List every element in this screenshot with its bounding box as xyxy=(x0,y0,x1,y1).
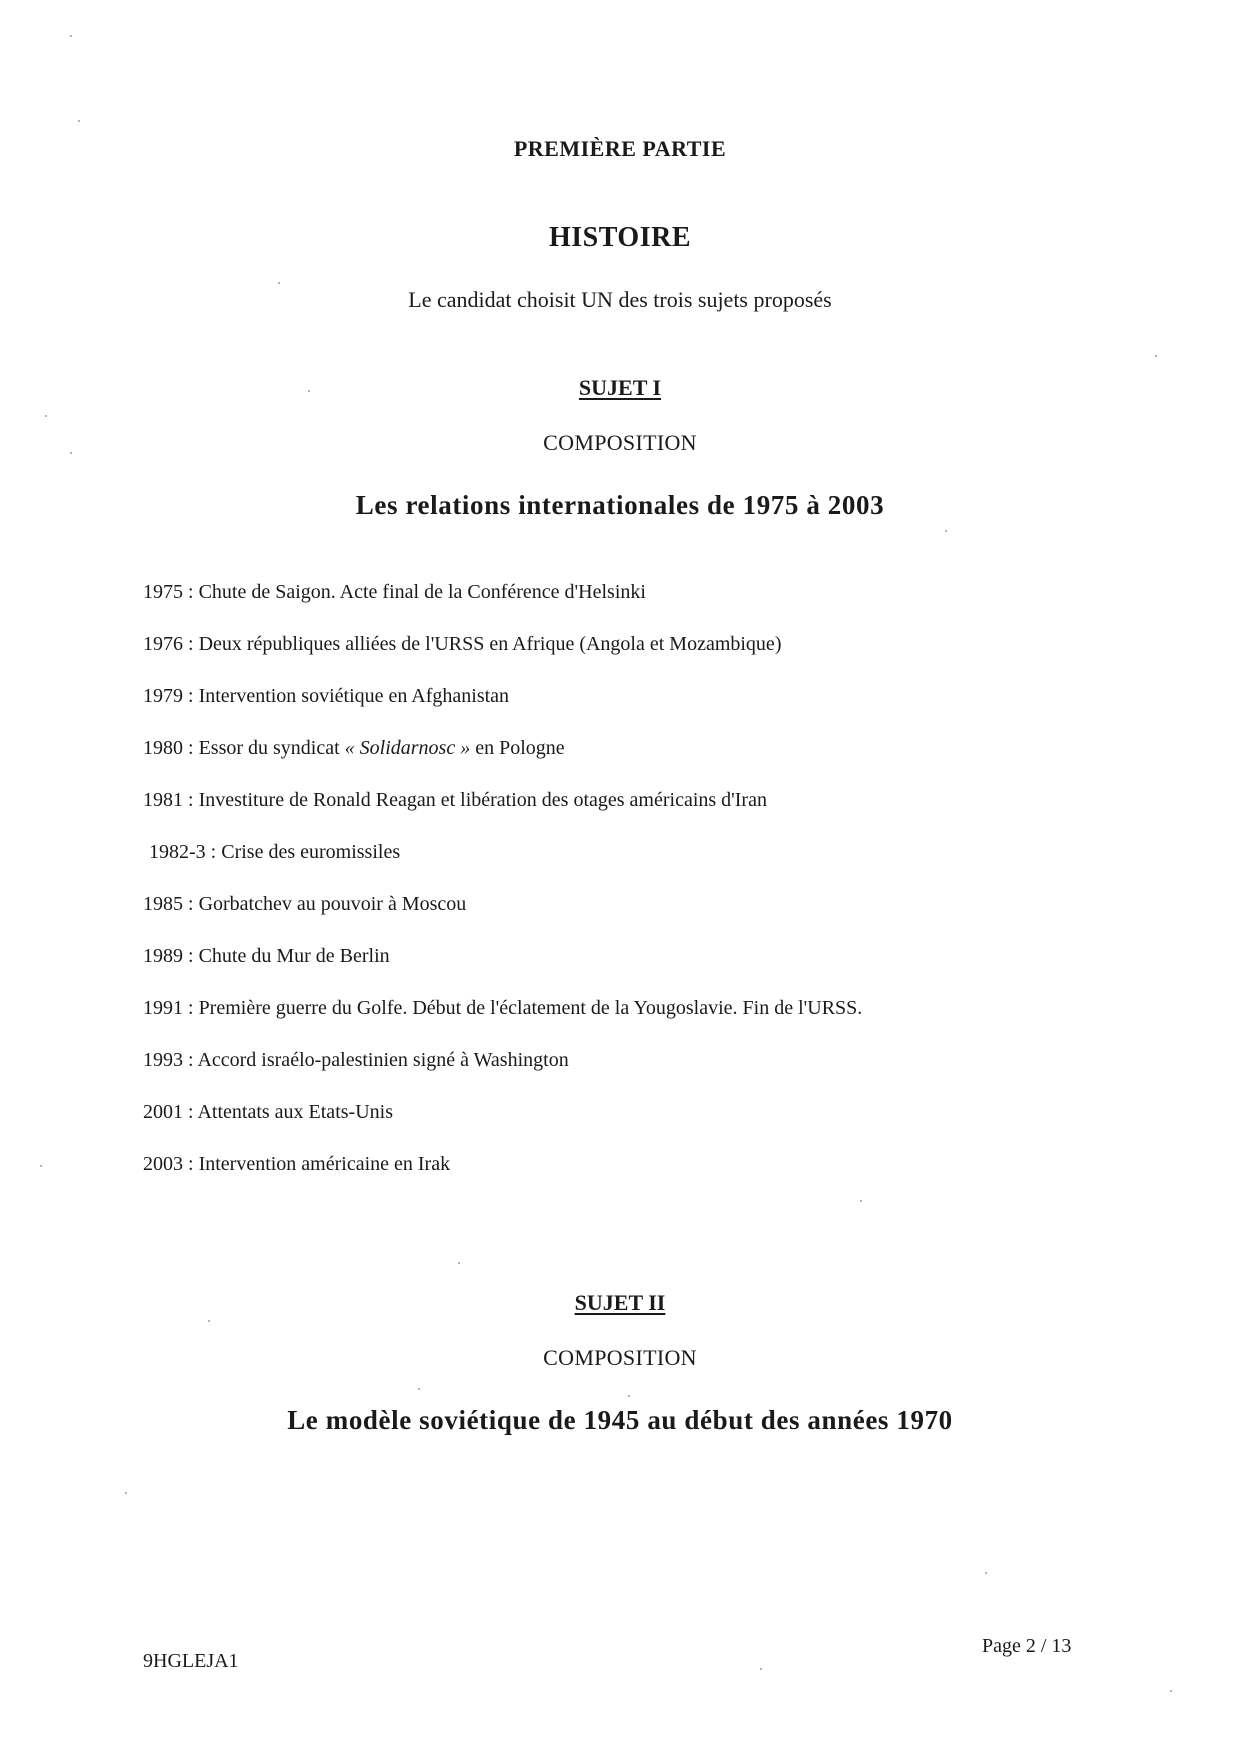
scan-speck xyxy=(278,282,280,284)
page-number: Page 2 / 13 xyxy=(982,1635,1072,1657)
chronology-item: 1979 : Intervention soviétique en Afghanistan xyxy=(143,684,1143,736)
exam-code: 9HGLEJA1 xyxy=(143,1650,239,1672)
scan-speck xyxy=(78,120,80,122)
scan-speck xyxy=(208,1320,210,1322)
scan-speck xyxy=(985,1572,987,1574)
scan-speck xyxy=(70,35,72,37)
chronology-item: 1993 : Accord israélo-palestinien signé à Washington xyxy=(143,1048,1143,1100)
chronology-list xyxy=(143,580,1143,1204)
scan-speck xyxy=(308,390,310,392)
scan-speck xyxy=(1170,1690,1172,1692)
scan-speck xyxy=(40,1165,42,1167)
part-title: PREMIÈRE PARTIE xyxy=(513,136,727,161)
chronology-item: 2003 : Intervention américaine en Irak xyxy=(143,1152,1143,1204)
subject-2-type: COMPOSITION xyxy=(543,1345,697,1370)
scan-speck xyxy=(45,415,47,417)
chronology-item: 1975 : Chute de Saigon. Acte final de la Conférence d'Helsinki xyxy=(143,580,1143,632)
subject-1-title: Les relations internationales de 1975 à 2003 xyxy=(355,490,885,520)
scan-speck xyxy=(628,1395,630,1397)
scan-speck xyxy=(125,1492,127,1494)
chronology-item: 1989 : Chute du Mur de Berlin xyxy=(143,944,1143,996)
scan-speck xyxy=(860,1200,862,1202)
scan-speck xyxy=(760,1668,762,1670)
subject-1-label: SUJET I xyxy=(578,375,662,400)
scan-speck xyxy=(458,1262,460,1264)
subject-1-type: COMPOSITION xyxy=(543,430,697,455)
scan-speck xyxy=(70,452,72,454)
chronology-item: 1985 : Gorbatchev au pouvoir à Moscou xyxy=(143,892,1143,944)
solidarnosc-italic: « Solidarnosc » xyxy=(344,737,471,759)
scan-speck xyxy=(418,1388,420,1390)
chronology-item: 1982-3 : Crise des euromissiles xyxy=(143,840,1143,892)
chronology-item: 1980 : Essor du syndicat « Solidarnosc » en Pologne xyxy=(143,736,1143,788)
subject-2-label: SUJET II xyxy=(574,1290,666,1315)
scan-speck xyxy=(945,530,947,532)
chronology-item: 1981 : Investiture de Ronald Reagan et libération des otages américains d'Iran xyxy=(143,788,1143,840)
chronology-item: 1991 : Première guerre du Golfe. Début de l'éclatement de la Yougoslavie. Fin de l'URSS. xyxy=(143,996,1143,1048)
section-title: HISTOIRE xyxy=(549,222,691,253)
scan-speck xyxy=(1155,355,1157,357)
instruction-text: Le candidat choisit UN des trois sujets proposés xyxy=(408,287,832,312)
chronology-item: 1976 : Deux républiques alliées de l'URSS en Afrique (Angola et Mozambique) xyxy=(143,632,1143,684)
chronology-item: 2001 : Attentats aux Etats-Unis xyxy=(143,1100,1143,1152)
subject-2-title: Le modèle soviétique de 1945 au début des années 1970 xyxy=(287,1405,953,1435)
